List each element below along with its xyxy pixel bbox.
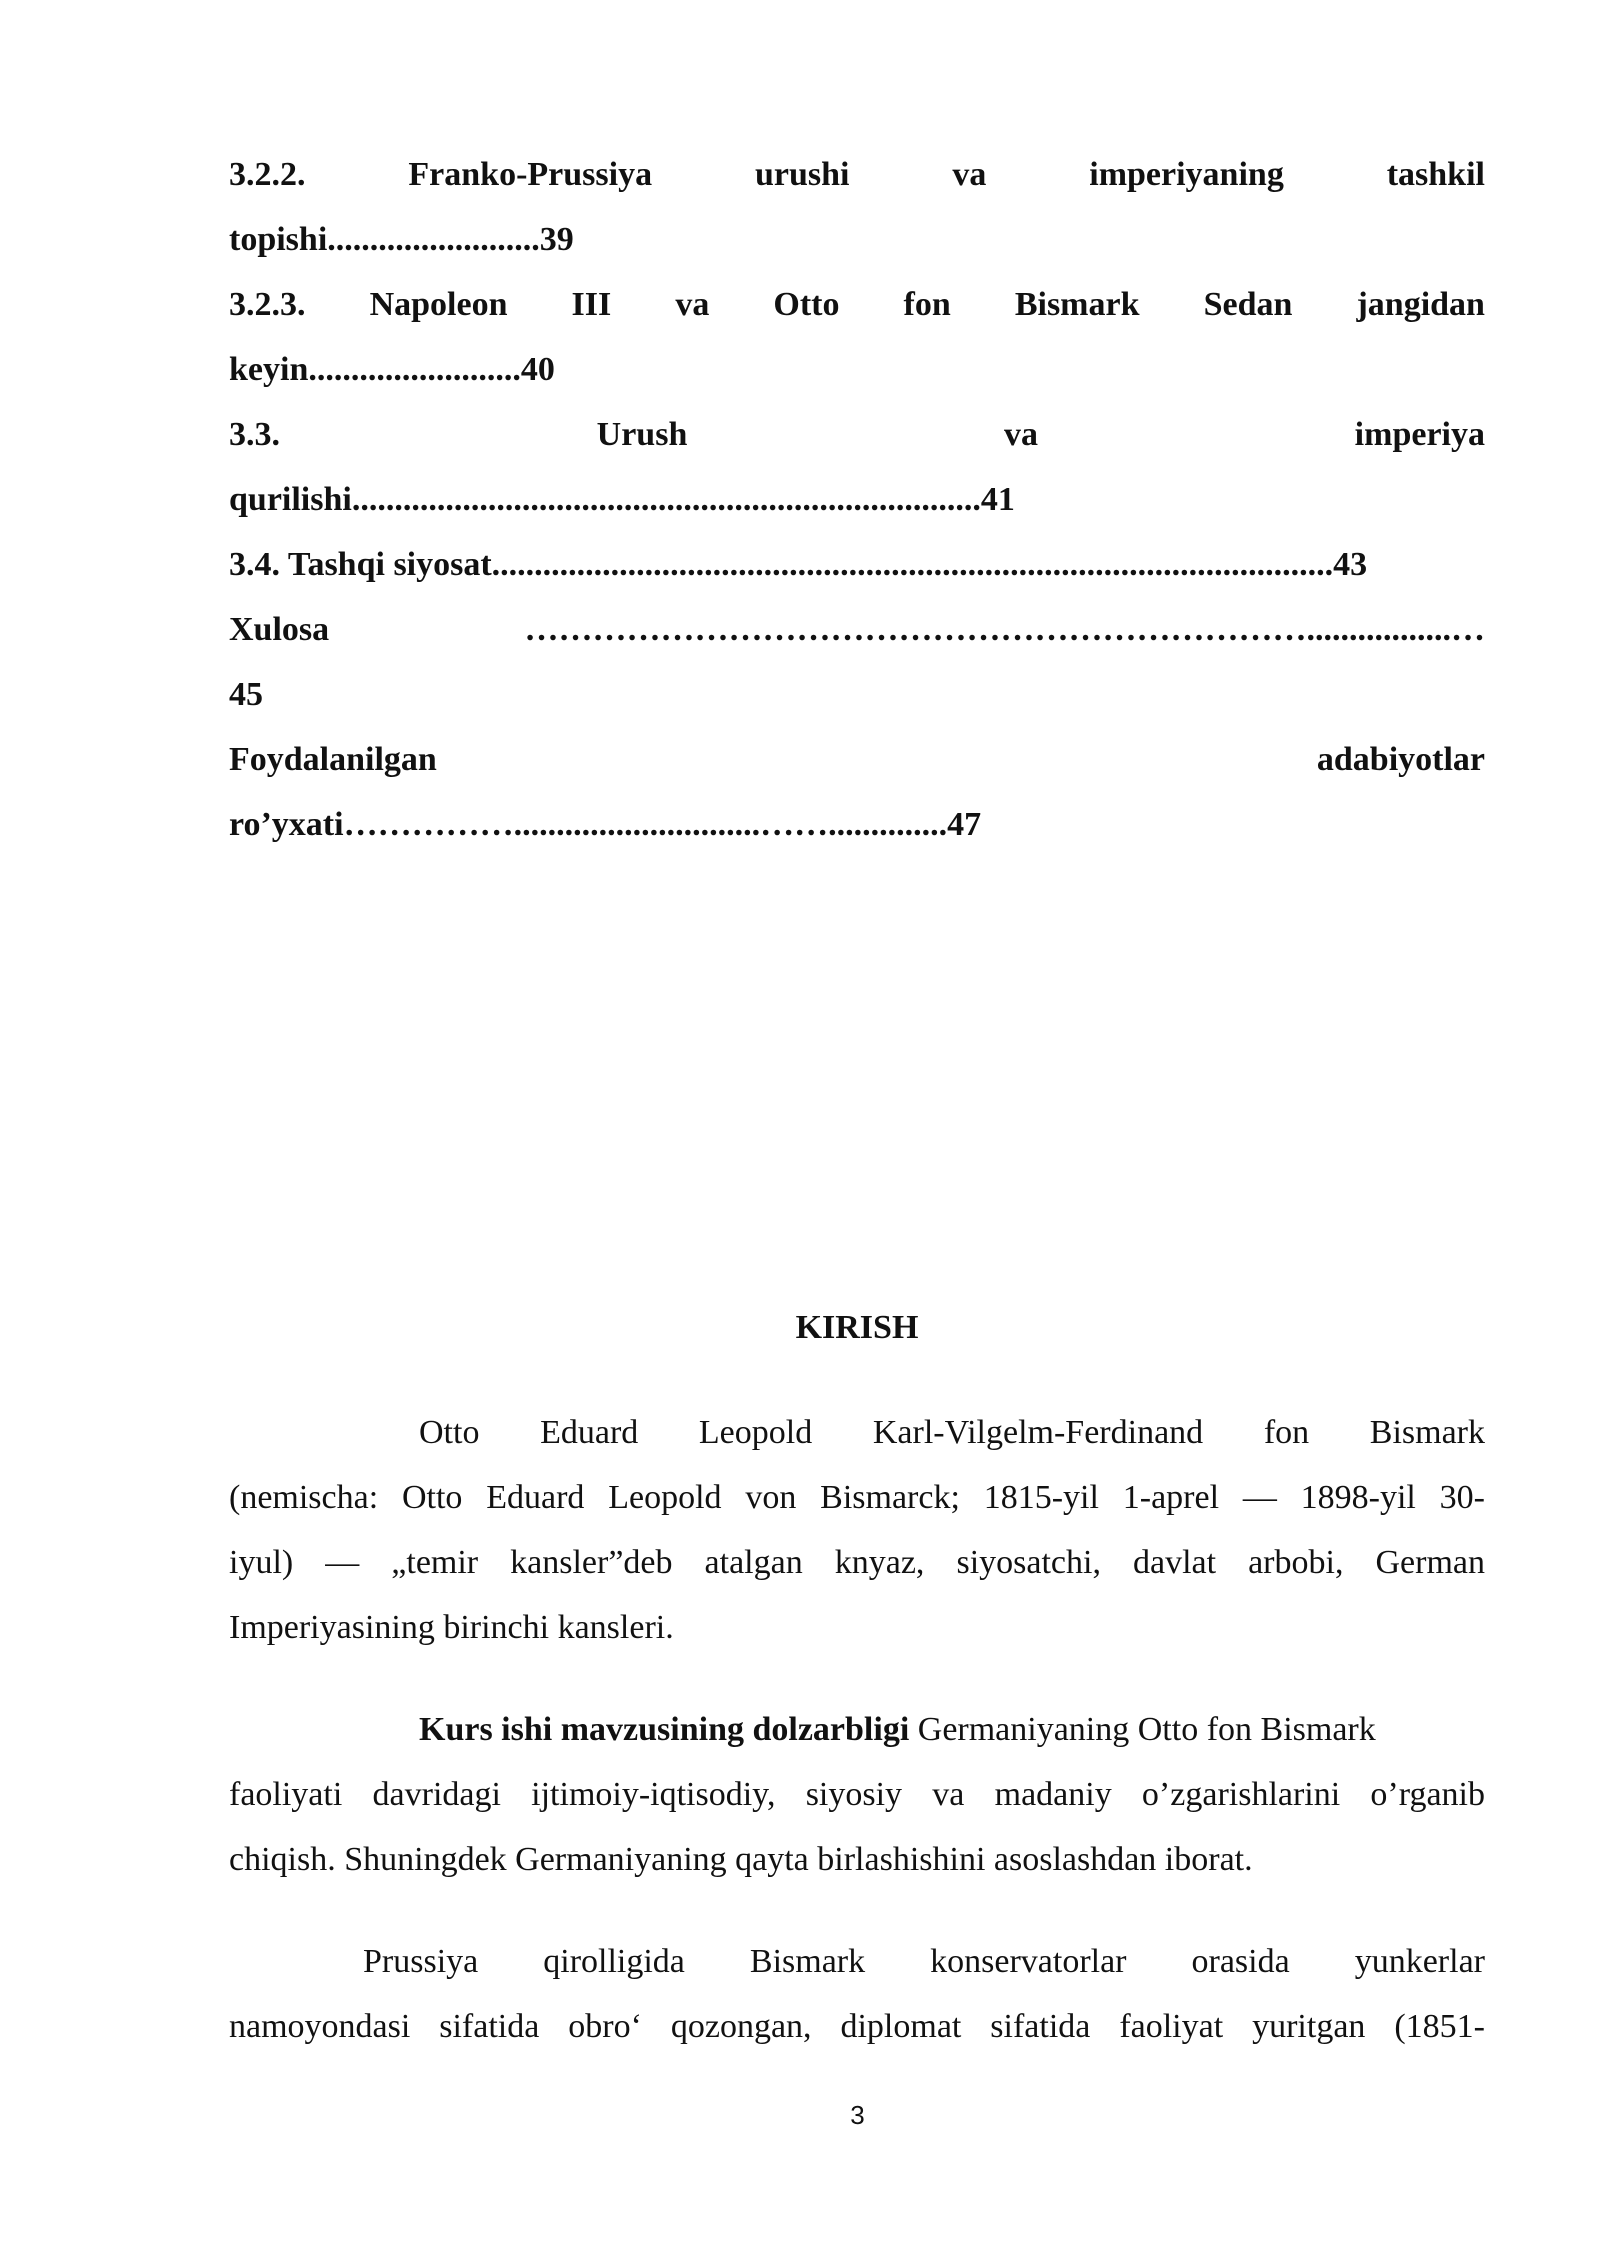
table-of-contents	[229, 142, 1485, 857]
toc-word: …………………………………………………………….................…	[524, 611, 1485, 648]
toc-word: Xulosa	[229, 611, 330, 648]
relevance-lead: Kurs ishi mavzusining dolzarbligi	[419, 1711, 910, 1748]
toc-word: jangidan	[1356, 286, 1485, 323]
prussia-paragraph	[229, 1929, 1485, 2059]
toc-word: Bismark	[1014, 286, 1140, 323]
toc-entry-xulosa-page: 45	[229, 676, 263, 713]
toc-word: tashkil	[1386, 156, 1485, 193]
toc-entry-3-2-3-page: keyin.........................40	[229, 351, 555, 388]
toc-word: imperiya	[1354, 416, 1485, 453]
toc-entry-bibliography	[229, 727, 1485, 792]
toc-entry-3-3-page: qurilishi..........................................................................41	[229, 481, 1015, 518]
paragraph-line: faoliyati davridagi ijtimoiy-iqtisodiy, siyosiy va madaniy o’zgarishlarini o’rganib	[229, 1776, 1485, 1813]
toc-word: imperiyaning	[1089, 156, 1284, 193]
toc-word: 3.2.3.	[229, 286, 306, 323]
toc-entry-3-3	[229, 402, 1485, 467]
section-heading: KIRISH	[795, 1309, 919, 1346]
toc-entry-3-2-2-page: topishi.........................39	[229, 221, 574, 258]
toc-entry-bibliography-page: ro’yxati…………….............................……..............47	[229, 806, 982, 843]
toc-word: adabiyotlar	[1316, 741, 1485, 778]
toc-word: 3.3.	[229, 416, 280, 453]
toc-word: va	[952, 156, 987, 193]
toc-entry-3-2-2	[229, 142, 1485, 207]
paragraph-line: iyul) — „temir kansler”deb atalgan knyaz, siyosatchi, davlat arbobi, German	[229, 1544, 1485, 1581]
paragraph-line: (nemischa: Otto Eduard Leopold von Bismarck; 1815-yil 1-aprel — 1898-yil 30-	[229, 1479, 1485, 1516]
paragraph-line: Imperiyasining birinchi kansleri.	[229, 1609, 674, 1646]
toc-word: urushi	[754, 156, 850, 193]
paragraph-line: namoyondasi sifatida obro‘ qozongan, diplomat sifatida faoliyat yuritgan (1851-	[229, 2008, 1485, 2045]
toc-entry-3-4: 3.4. Tashqi siyosat...................................................................................................43	[229, 546, 1368, 583]
toc-entry-xulosa	[229, 597, 1485, 662]
toc-entry-3-2-3	[229, 272, 1485, 337]
paragraph-line: Otto Eduard Leopold Karl-Vilgelm-Ferdinand fon Bismark	[419, 1414, 1485, 1451]
toc-word: va	[1004, 416, 1039, 453]
relevance-text: Germaniyaning Otto fon Bismark	[909, 1711, 1376, 1748]
toc-word: fon	[903, 286, 951, 323]
intro-paragraph	[229, 1400, 1485, 1660]
toc-word: Otto	[773, 286, 840, 323]
paragraph-line: chiqish. Shuningdek Germaniyaning qayta birlashishini asoslashdan iborat.	[229, 1841, 1253, 1878]
paragraph-line	[229, 1697, 1485, 1762]
toc-word: Sedan	[1203, 286, 1293, 323]
toc-word: Urush	[596, 416, 688, 453]
toc-word: va	[675, 286, 710, 323]
paragraph-line: Prussiya qirolligida Bismark konservatorlar orasida yunkerlar	[363, 1943, 1485, 1980]
toc-word: Franko-Prussiya	[408, 156, 653, 193]
toc-word: Foydalanilgan	[229, 741, 437, 778]
toc-word: 3.2.2.	[229, 156, 306, 193]
page-number: 3	[850, 2100, 865, 2130]
relevance-paragraph	[229, 1697, 1485, 1892]
toc-word: III	[571, 286, 612, 323]
toc-word: Napoleon	[369, 286, 508, 323]
